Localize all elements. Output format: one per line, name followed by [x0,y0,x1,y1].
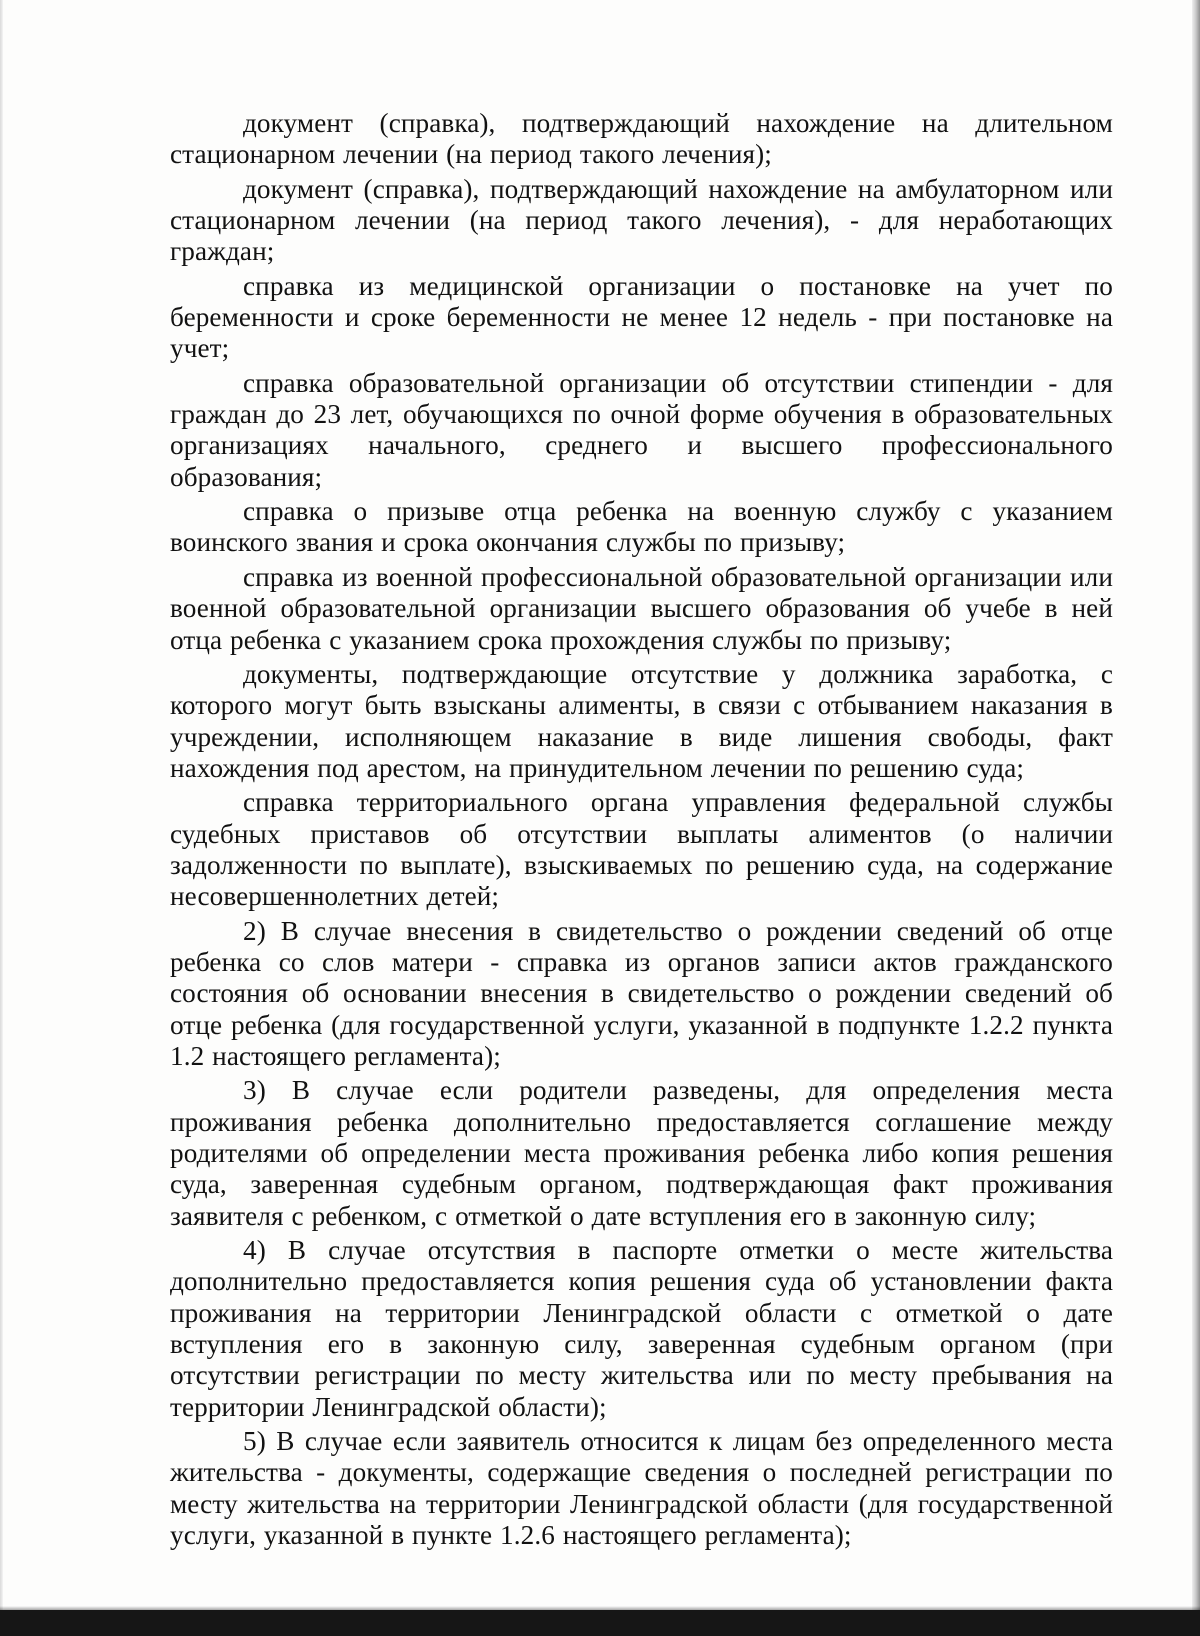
paragraph-item-3-divorced-parents: 3) В случае если родители разведены, для определения места проживания ребенка дополнительно предоставляется соглашение между родителями об определении места проживания ребенка либо копия решения суда, заверенная судебным органом, подтверждающая факт проживания заявителя с ребенком, с отметкой о дате вступления его в законную силу; [170,1075,1113,1231]
scan-bottom-edge [0,1610,1200,1636]
scan-left-edge [0,0,3,1636]
paragraph-pregnancy-certificate: справка из медицинской организации о постановке на учет по беременности и сроке беременности не менее 12 недель - при постановке на учет; [170,270,1113,364]
paragraph-item-2-birth-record: 2) В случае внесения в свидетельство о рождении сведений об отце ребенка со слов матери - справка из органов записи актов гражданского состояния об основании внесения в свидетельство о рождении сведений об отце ребенка (для государственной услуги, указанной в подпункте 1.2.2 пункта 1.2 настоящего регламента); [170,915,1113,1071]
paragraph-military-service-certificate: справка о призыве отца ребенка на военную службу с указанием воинского звания и срока окончания службы по призыву; [170,496,1113,558]
paragraph-medical-certificate-long-stay: документ (справка), подтверждающий нахождение на длительном стационарном лечении (на период такого лечения); [170,108,1113,170]
paragraph-item-4-residence-court-decision: 4) В случае отсутствия в паспорте отметки о месте жительства дополнительно предоставляется копия решения суда об установлении факта проживания на территории Ленинградской области с отметкой о дате вступления его в законную силу, заверенная судебным органом (при отсутствии регистрации по месту жительства или по месту пребывания на территории Ленинградской области); [170,1235,1113,1422]
paragraph-debtor-income-documents: документы, подтверждающие отсутствие у должника заработка, с которого могут быть взысканы алименты, в связи с отбыванием наказания в учреждении, исполняющем наказание в виде лишения свободы, факт нахождения под арестом, на принудительном лечении по решению суда; [170,658,1113,783]
paragraph-scholarship-certificate: справка образовательной организации об отсутствии стипендии - для граждан до 23 лет, обучающихся по очной форме обучения в образовательных организациях начального, среднего и высшего профессионального образования; [170,367,1113,492]
paragraph-military-education-certificate: справка из военной профессиональной образовательной организации или военной образовательной организации высшего образования об учебе в ней отца ребенка с указанием срока прохождения службы по призыву; [170,561,1113,655]
paragraph-medical-certificate-unemployed: документ (справка), подтверждающий нахождение на амбулаторном или стационарном лечении (на период такого лечения), - для неработающих граждан; [170,173,1113,267]
scan-right-edge [1192,0,1200,1636]
document-text [170,108,1113,1551]
paragraph-item-5-no-fixed-residence: 5) В случае если заявитель относится к лицам без определенного места жительства - документы, содержащие сведения о последней регистрации по месту жительства на территории Ленинградской области (для государственной услуги, указанной в пункте 1.2.6 настоящего регламента); [170,1426,1113,1551]
paragraph-bailiff-service-certificate: справка территориального органа управления федеральной службы судебных приставов об отсутствии выплаты алиментов (о наличии задолженности по выплате), взыскиваемых по решению суда, на содержание несовершеннолетних детей; [170,787,1113,912]
